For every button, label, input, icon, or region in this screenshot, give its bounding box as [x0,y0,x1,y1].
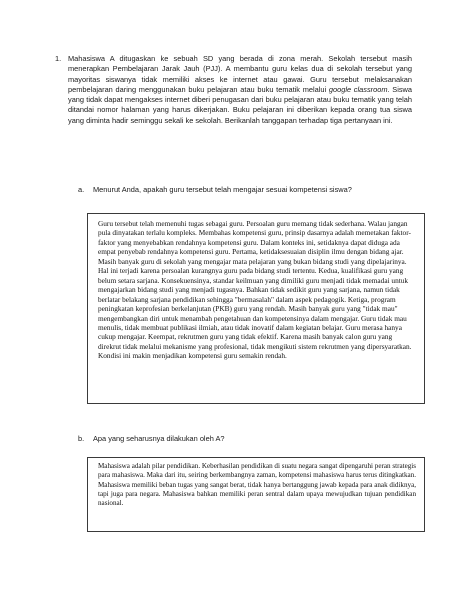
question-1-text-part-1: Mahasiswa A ditugaskan ke sebuah SD yang berada di zona merah. Sekolah tersebut masih menerapkan Pembelajaran Jarak Jauh (PJJ). A membantu guru kelas dua di sekolah tersebut yang mayoritas siswanya tidak memiliki akses ke internet atau gawai. Guru tersebut melaksanakan pembelajaran daring menggunakan buku pelajaran atau buku tematik melalui [68,54,412,94]
question-a [78,185,423,195]
question-a-text: Menurut Anda, apakah guru tersebut telah mengajar sesuai kompetensi siswa? [93,185,352,194]
question-a-letter: a. [78,185,85,194]
question-b [78,434,423,444]
question-1-text [68,54,412,126]
question-1 [55,54,412,126]
question-b-letter: b. [78,434,85,443]
question-1-number: 1. [55,54,62,63]
answer-a-box: Guru tersebut telah memenuhi tugas sebagai guru. Persoalan guru memang tidak sederhana. Walau jangan pula dinyatakan terlalu kompleks. Membahas kompetensi guru, prinsip dasarnya adalah memetakan faktor-faktor yang menyebabkan rendahnya kompetensi guru. Dalam konteks ini, setidaknya dapat diduga ada empat penyebab rendahnya kompetensi guru. Pertama, ketidaksesuaian disiplin ilmu dengan bidang ajar. Masih banyak guru di sekolah yang mengajar mata pelajaran yang bukan bidang studi yang dipelajarinya. Hal ini terjadi karena persoalan kurangnya guru pada bidang studi tertentu. Kedua, kualifikasi guru yang belum setara sarjana. Konsekuensinya, standar keilmuan yang dimiliki guru menjadi tidak memadai untuk mengajarkan bidang studi yang menjadi tugasnya. Bahkan tidak sedikit guru yang sarjana, namun tidak berlatar belakang sarjana pendidikan sehingga "bermasalah" dalam aspek pedagogik. Ketiga, program peningkatan keprofesian berkelanjutan (PKB) guru yang rendah. Masih banyak guru yang "tidak mau" mengembangkan diri untuk menambah pengetahuan dan kompetensinya dalam mengajar. Guru tidak mau menulis, tidak membuat publikasi ilmiah, atau tidak inovatif dalam kegiatan belajar. Guru merasa hanya cukup mengajar. Keempat, rekrutmen guru yang tidak efektif. Karena masih banyak calon guru yang direkrut tidak melalui mekanisme yang profesional, tidak mengikuti sistem rekrutmen yang dipersyaratkan. Kondisi ini makin menjadikan kompetensi guru semakin rendah. [87,213,425,404]
question-b-text: Apa yang seharusnya dilakukan oleh A? [93,434,225,443]
answer-b-box: Mahasiswa adalah pilar pendidikan. Keberhasilan pendidikan di suatu negara sangat dipengaruhi peran strategis para mahasiswa. Maka dari itu, seiring berkembangnya zaman, kompetensi mahasiswa harus terus ditingkatkan. Mahasiswa memiliki beban tugas yang sangat berat, tidak hanya bertanggung jawab kepada para anak didiknya, tapi juga para negara. Mahasiswa bahkan memiliki peran sentral dalam upaya mewujudkan tujuan pendidikan nasional. [87,457,425,532]
question-1-text-part-2: . Siswa yang tidak dapat mengakses internet diberi penugasan dari buku pelajaran atau buku tematik yang telah ditandai nomor halaman yang harus dikerjakan. Buku pelajaran ini diberikan kepada orang tua siswa yang diminta hadir seminggu sekali ke sekolah. Berikanlah tanggapan terhadap tiga pertanyaan ini. [68,84,412,125]
question-1-italic-term: google classroom [328,84,388,94]
